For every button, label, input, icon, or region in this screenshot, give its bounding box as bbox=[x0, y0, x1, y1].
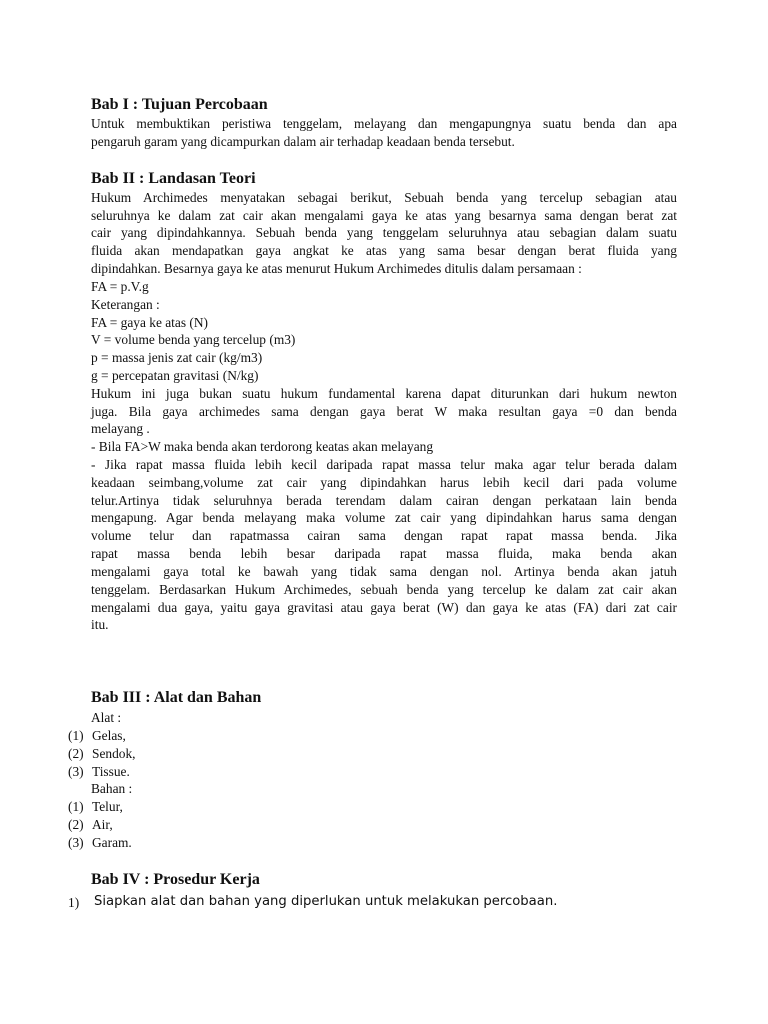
keterangan-item: g = percepatan gravitasi (N/kg) bbox=[91, 368, 259, 383]
bab1-heading: Bab I : Tujuan Percobaan bbox=[91, 96, 268, 113]
alat-item: Sendok, bbox=[92, 746, 136, 761]
bahan-number: (3) bbox=[68, 835, 84, 850]
bab2-para1-line: cair yang dipindahkannya. Sebuah benda yang tenggelam seluruhnya atau sebagian dalam suatu bbox=[91, 225, 677, 240]
bab2-para1-line: Hukum Archimedes menyatakan sebagai berikut, Sebuah benda yang tercelup sebagian atau bbox=[91, 190, 677, 205]
alat-label: Alat : bbox=[91, 710, 122, 725]
bab2-para3-line: rapat massa benda lebih besar daripada rapat massa fluida, maka benda akan bbox=[91, 546, 677, 561]
bab2-para1-line: seluruhnya ke dalam zat cair akan mengalami gaya ke atas yang besarnya sama dengan berat zat bbox=[91, 208, 677, 223]
bahan-item: Air, bbox=[92, 817, 113, 832]
alat-item: Tissue. bbox=[92, 764, 130, 779]
keterangan-label: Keterangan : bbox=[91, 297, 160, 312]
bab2-para3-line: - Jika rapat massa fluida lebih kecil daripada rapat massa telur maka agar telur berada dalam bbox=[91, 457, 677, 472]
bab1-line: pengaruh garam yang dicampurkan dalam air terhadap keadaan benda tersebut. bbox=[91, 134, 515, 149]
bab2-para1-line: fluida akan mendapatkan gaya angkat ke atas yang sama besar dengan berat fluida yang bbox=[91, 243, 677, 258]
bab2-para3-line: mengalami dua gaya, yaitu gaya gravitasi atau gaya berat (W) dan gaya ke atas (FA) dari zat cair bbox=[91, 600, 677, 615]
bab2-para3-line: mengapung. Agar benda melayang maka volume zat cair yang dipindahkan harus sama dengan bbox=[91, 510, 677, 525]
alat-number: (3) bbox=[68, 764, 84, 779]
alat-item: Gelas, bbox=[92, 728, 126, 743]
alat-number: (2) bbox=[68, 746, 84, 761]
bab2-para2-line: melayang . bbox=[91, 421, 150, 436]
bahan-label: Bahan : bbox=[91, 781, 133, 796]
bahan-item: Telur, bbox=[92, 799, 123, 814]
keterangan-item: V = volume benda yang tercelup (m3) bbox=[91, 332, 296, 347]
bab2-para1-line: dipindahkan. Besarnya gaya ke atas menurut Hukum Archimedes ditulis dalam persamaan : bbox=[91, 261, 582, 276]
alat-number: (1) bbox=[68, 728, 84, 743]
keterangan-item: FA = gaya ke atas (N) bbox=[91, 315, 208, 330]
bab2-para3-line: telur.Artinya tidak seluruhnya berada terendam dalam cairan dengan perkataan lain benda bbox=[91, 493, 677, 508]
bab3-heading: Bab III : Alat dan Bahan bbox=[91, 689, 262, 706]
bab2-para3-line: tenggelam. Berdasarkan Hukum Archimedes, sebuah benda yang tercelup ke dalam zat cair akan bbox=[91, 582, 677, 597]
bahan-number: (1) bbox=[68, 799, 84, 814]
bahan-item: Garam. bbox=[92, 835, 132, 850]
step-number: 1) bbox=[68, 895, 80, 910]
bahan-number: (2) bbox=[68, 817, 84, 832]
bab2-heading: Bab II : Landasan Teori bbox=[91, 170, 256, 187]
bab1-line: Untuk membuktikan peristiwa tenggelam, melayang dan mengapungnya suatu benda dan apa bbox=[91, 116, 677, 131]
bab2-para3-line: volume telur dan rapatmassa cairan sama dengan rapat rapat massa benda. Jika bbox=[91, 528, 677, 543]
bab2-bullet: - Bila FA>W maka benda akan terdorong keatas akan melayang bbox=[91, 439, 434, 454]
bab2-para3-line: itu. bbox=[91, 617, 109, 632]
formula: FA = p.V.g bbox=[91, 279, 149, 294]
keterangan-item: p = massa jenis zat cair (kg/m3) bbox=[91, 350, 263, 365]
bab4-heading: Bab IV : Prosedur Kerja bbox=[91, 871, 260, 888]
bab2-para3-line: keadaan seimbang,volume zat cair yang dipindahkan harus lebih kecil dari pada volume bbox=[91, 475, 677, 490]
bab2-para2-line: juga. Bila gaya archimedes sama dengan gaya berat W maka resultan gaya =0 dan benda bbox=[91, 404, 677, 419]
bab2-para3-line: mengalami gaya total ke bawah yang tidak sama dengan nol. Artinya benda akan jatuh bbox=[91, 564, 677, 579]
step-text: Siapkan alat dan bahan yang diperlukan untuk melakukan percobaan. bbox=[94, 894, 558, 909]
bab2-para2-line: Hukum ini juga bukan suatu hukum fundamental karena dapat diturunkan dari hukum newton bbox=[91, 386, 677, 401]
